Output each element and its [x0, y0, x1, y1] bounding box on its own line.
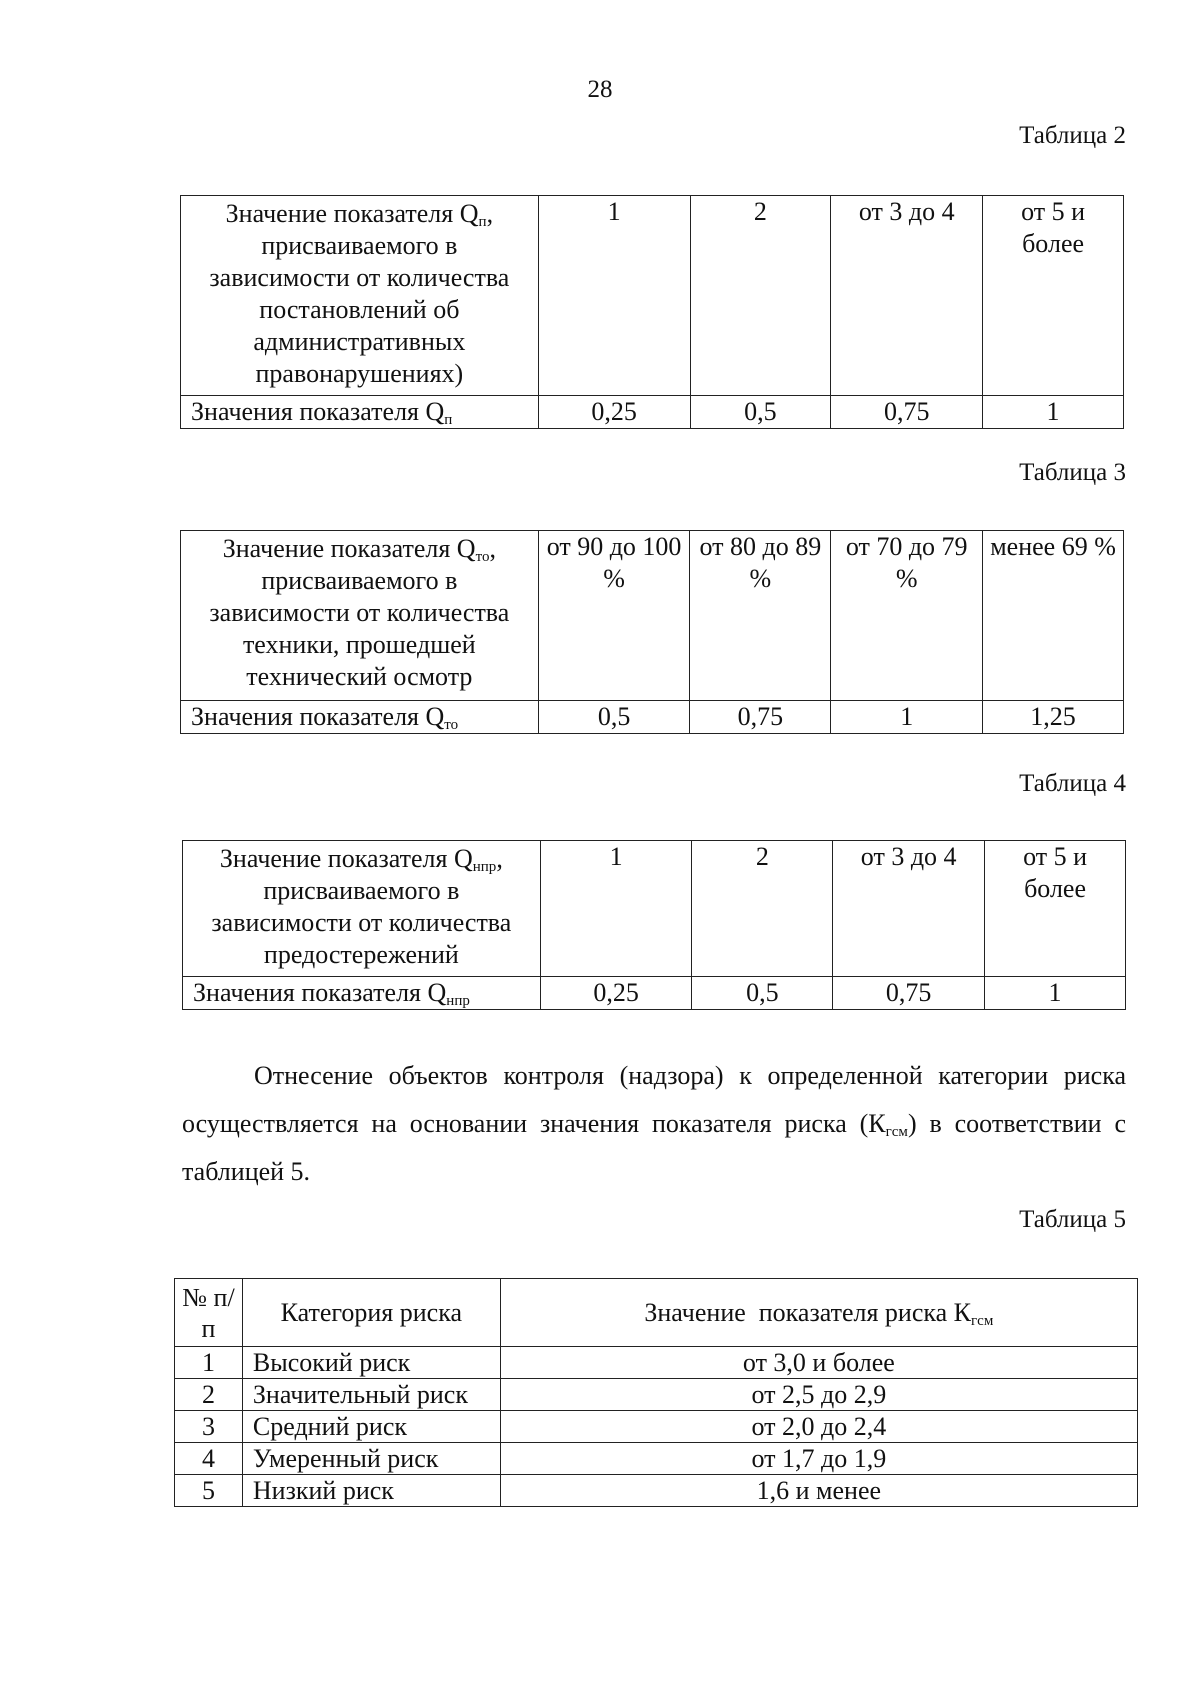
table-row [175, 1475, 1138, 1507]
row-value: от 2,0 до 2,4 [500, 1411, 1137, 1443]
table3-header-row [181, 531, 1124, 701]
table2-header-label: Значение показателя $Q_п$, присваиваемого в зависимости от количества постановлений об административных правонарушениях) [181, 196, 539, 396]
table2-value-cell: 0,75 [831, 396, 983, 429]
row-category: Средний риск [242, 1411, 500, 1443]
table4-value-cell: 0,5 [692, 977, 833, 1010]
table4-value-cell: 1 [985, 977, 1126, 1010]
table2-value-cell: 1 [983, 396, 1124, 429]
table3-value-cell: 0,75 [690, 701, 831, 734]
table5-header-row [175, 1279, 1138, 1347]
table4-value-cell: 0,25 [540, 977, 692, 1010]
row-num: 4 [175, 1443, 243, 1475]
table4-header-row [183, 841, 1126, 977]
row-num: 2 [175, 1379, 243, 1411]
table3-caption: Таблица 3 [1019, 459, 1126, 486]
table3-header-value: менее 69 % [983, 531, 1124, 701]
table-row [175, 1443, 1138, 1475]
table5-header-num: № п/п [175, 1279, 243, 1347]
row-value: от 3,0 и более [500, 1347, 1137, 1379]
table3-header-label: Значение показателя $Q_{то}$, присваиваемого в зависимости от количества техники, прошедшей технический осмотр [181, 531, 539, 701]
table2-value-cell: 0,25 [538, 396, 690, 429]
table3-header-value: от 70 до 79 % [831, 531, 983, 701]
table2-header-row [181, 196, 1124, 396]
row-category: Значительный риск [242, 1379, 500, 1411]
table4-value-label: Значения показателя $Q_{нпр}$ [183, 977, 541, 1010]
table5-header-value: Значение показателя риска $К_{гсм}$ [500, 1279, 1137, 1347]
row-num: 1 [175, 1347, 243, 1379]
table-row [175, 1347, 1138, 1379]
table3-value-cell: 1,25 [983, 701, 1124, 734]
row-value: от 1,7 до 1,9 [500, 1443, 1137, 1475]
table4-value-row [183, 977, 1126, 1010]
table3 [180, 530, 1124, 734]
row-num: 5 [175, 1475, 243, 1507]
table2-header-value: от 3 до 4 [831, 196, 983, 396]
table3-header-value: от 80 до 89 % [690, 531, 831, 701]
table3-value-label: Значения показателя $Q_{то}$ [181, 701, 539, 734]
table4 [182, 840, 1126, 1010]
table2-value-row [181, 396, 1124, 429]
table4-header-value: от 5 и более [985, 841, 1126, 977]
table3-header-value: от 90 до 100 % [538, 531, 690, 701]
row-category: Низкий риск [242, 1475, 500, 1507]
row-category: Высокий риск [242, 1347, 500, 1379]
table-row [175, 1379, 1138, 1411]
table2-header-value: 1 [538, 196, 690, 396]
page-number: 28 [587, 76, 613, 103]
table5-caption: Таблица 5 [1019, 1206, 1126, 1233]
table4-header-label: Значение показателя $Q_{нпр}$, присваиваемого в зависимости от количества предостережений [183, 841, 541, 977]
table4-caption: Таблица 4 [1019, 770, 1126, 797]
table3-value-cell: 1 [831, 701, 983, 734]
paragraph-text: Отнесение объектов контроля (надзора) к определенной категории риска осуществляется на основании значения показателя риска $(К_{гсм})$ в соответствии с таблицей 5. [182, 1061, 1126, 1186]
body-paragraph [182, 1052, 1126, 1196]
row-num: 3 [175, 1411, 243, 1443]
table3-value-row [181, 701, 1124, 734]
table2-value-cell: 0,5 [690, 396, 831, 429]
table4-value-cell: 0,75 [833, 977, 985, 1010]
row-value: от 2,5 до 2,9 [500, 1379, 1137, 1411]
table2-header-value: от 5 и более [983, 196, 1124, 396]
table2-header-value: 2 [690, 196, 831, 396]
table5-header-category: Категория риска [242, 1279, 500, 1347]
table4-header-value: 1 [540, 841, 692, 977]
row-category: Умеренный риск [242, 1443, 500, 1475]
table3-value-cell: 0,5 [538, 701, 690, 734]
table2-caption: Таблица 2 [1019, 122, 1126, 149]
table-row [175, 1411, 1138, 1443]
table2-value-label: Значения показателя $Q_п$ [181, 396, 539, 429]
table2 [180, 195, 1124, 429]
row-value: 1,6 и менее [500, 1475, 1137, 1507]
table4-header-value: от 3 до 4 [833, 841, 985, 977]
table5 [174, 1278, 1138, 1507]
table4-header-value: 2 [692, 841, 833, 977]
